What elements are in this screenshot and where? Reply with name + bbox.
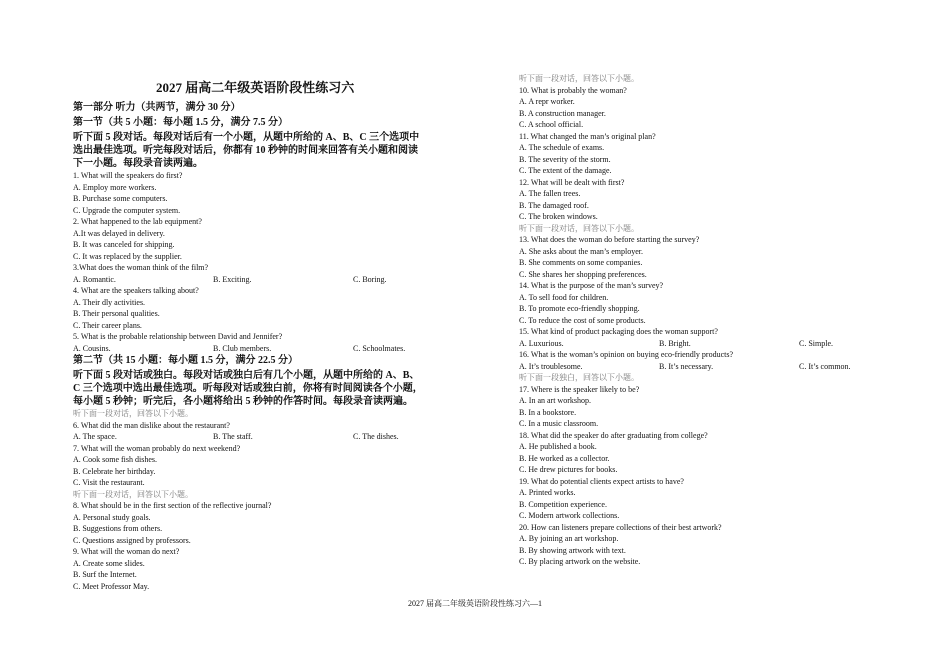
- option: B. Their personal qualities.: [73, 309, 160, 318]
- option: A. To sell food for children.: [519, 292, 609, 302]
- option: B. The staff.: [213, 432, 253, 441]
- option: A. He published a book.: [519, 442, 597, 451]
- option: C. Boring.: [353, 274, 387, 284]
- option: A. The schedule of exams.: [519, 143, 605, 152]
- listening-note: 听下面一段对话，回答以下小题。: [519, 223, 639, 233]
- section1-instruction-line: 选出最佳选项。听完每段对话后，你都有 10 秒钟的时间来回答有关小题和阅读: [73, 145, 418, 156]
- option: B. By showing artwork with text.: [519, 545, 626, 555]
- option: B. Club members.: [213, 343, 272, 353]
- listening-note: 听下面一段独白，回答以下小题。: [519, 373, 639, 382]
- option: A. She asks about the man’s employer.: [519, 246, 643, 256]
- option: B. Surf the Internet.: [73, 570, 137, 579]
- option-row: [519, 338, 879, 350]
- option: B. A construction manager.: [519, 108, 606, 118]
- page-title: 2027 届高二年级英语阶段性练习六: [156, 80, 355, 95]
- option: C. Questions assigned by professors.: [73, 535, 191, 545]
- question: 1. What will the speakers do first?: [73, 171, 183, 180]
- option: C. A school official.: [519, 120, 584, 129]
- question: 6. What did the man dislike about the restaurant?: [73, 420, 230, 430]
- option: B. The severity of the storm.: [519, 154, 611, 164]
- left-column: [73, 102, 443, 592]
- section1-heading: 第一节（共 5 小题：每小题 1.5 分，满分 7.5 分）: [73, 117, 288, 128]
- option: C. Modern artwork collections.: [519, 511, 620, 520]
- option-row: [73, 274, 443, 286]
- option: B. He worked as a collector.: [519, 453, 610, 463]
- option: C. Upgrade the computer system.: [73, 205, 181, 215]
- question: 2. What happened to the lab equipment?: [73, 217, 202, 226]
- option: A. Employ more workers.: [73, 182, 157, 192]
- page-footer: 2027 届高二年级英语阶段性练习六—1: [408, 599, 542, 608]
- question: 10. What is probably the woman?: [519, 85, 627, 95]
- question: 7. What will the woman probably do next weekend?: [73, 443, 241, 453]
- option-row: [519, 361, 879, 373]
- option: C. She shares her shopping preferences.: [519, 269, 647, 279]
- option: B. Competition experience.: [519, 499, 607, 509]
- option: A. Personal study goals.: [73, 512, 151, 522]
- option-row: [73, 431, 443, 443]
- question: 13. What does the woman do before starting the survey?: [519, 235, 700, 244]
- section2-instruction-line: 听下面 5 段对话或独白。每段对话或独白后有几个小题，从题中所给的 A、B、: [73, 370, 420, 381]
- section1-instruction-line: 听下面 5 段对话。每段对话后有一个小题，从题中所给的 A、B、C 三个选项中: [73, 132, 420, 143]
- option: B. The damaged roof.: [519, 200, 589, 210]
- question: 8. What should be in the first section of the reflective journal?: [73, 501, 272, 510]
- option: C. Meet Professor May.: [73, 581, 150, 591]
- option: C. To reduce the cost of some products.: [519, 315, 646, 325]
- option: A. Cook some fish dishes.: [73, 455, 157, 464]
- option: C. The extent of the damage.: [519, 166, 612, 175]
- option: B. It was canceled for shipping.: [73, 240, 175, 249]
- option: A. It’s troublesome.: [519, 361, 583, 371]
- question: 18. What did the speaker do after graduating from college?: [519, 430, 708, 440]
- option: B. It’s necessary.: [659, 361, 714, 371]
- question: 3.What does the woman think of the film?: [73, 263, 209, 272]
- option: C. By placing artwork on the website.: [519, 557, 641, 566]
- option: B. In a bookstore.: [519, 407, 577, 417]
- option: C. He drew pictures for books.: [519, 465, 618, 474]
- option: B. To promote eco-friendly shopping.: [519, 304, 640, 313]
- right-column: [519, 73, 879, 568]
- question: 20. How can listeners prepare collections of their best artwork?: [519, 522, 722, 532]
- option: A. Cousins.: [73, 343, 111, 353]
- question: 12. What will be dealt with first?: [519, 177, 625, 187]
- option: A.It was delayed in delivery.: [73, 228, 165, 238]
- option: C. Their career plans.: [73, 320, 142, 330]
- option: A. Printed works.: [519, 488, 576, 497]
- option: A. The fallen trees.: [519, 189, 581, 198]
- question: 17. Where is the speaker likely to be?: [519, 384, 640, 394]
- option: A. Romantic.: [73, 274, 116, 284]
- option: A. By joining an art workshop.: [519, 534, 619, 543]
- option: A. The space.: [73, 432, 117, 441]
- option: B. Celebrate her birthday.: [73, 466, 156, 476]
- option: A. Their dly activities.: [73, 297, 146, 307]
- option: B. Exciting.: [213, 274, 252, 284]
- option: B. Bright.: [659, 338, 691, 348]
- listening-note: 听下面一段对话，回答以下小题。: [73, 489, 193, 499]
- question: 16. What is the woman’s opinion on buying eco-friendly products?: [519, 350, 734, 359]
- option: B. Suggestions from others.: [73, 524, 163, 533]
- option: C. The dishes.: [353, 432, 399, 441]
- option: B. Purchase some computers.: [73, 194, 168, 203]
- listening-note: 听下面一段对话，回答以下小题。: [519, 74, 639, 83]
- option: C. It’s common.: [799, 361, 851, 371]
- section1-instruction-line: 下一小题。每段录音读两遍。: [73, 158, 203, 169]
- question: 9. What will the woman do next?: [73, 547, 180, 556]
- question: 19. What do potential clients expect artists to have?: [519, 476, 684, 486]
- option: A. Luxurious.: [519, 338, 564, 348]
- part-heading: 第一部分 听力（共两节，满分 30 分）: [73, 102, 241, 113]
- section2-instruction-line: 每小题 5 秒钟；听完后，各小题将给出 5 秒钟的作答时间。每段录音读两遍。: [73, 396, 413, 407]
- option: A. A repr worker.: [519, 97, 575, 106]
- question: 14. What is the purpose of the man’s survey?: [519, 281, 664, 290]
- option: A. Create some slides.: [73, 558, 145, 568]
- option: C. Schoolmates.: [353, 343, 406, 353]
- question: 5. What is the probable relationship between David and Jennifer?: [73, 332, 283, 341]
- option: C. It was replaced by the supplier.: [73, 251, 182, 261]
- question: 15. What kind of product packaging does the woman support?: [519, 327, 718, 336]
- option: C. The broken windows.: [519, 212, 598, 221]
- question: 11. What changed the man’s original plan?: [519, 131, 656, 141]
- section2-heading: 第二节（共 15 小题：每小题 1.5 分，满分 22.5 分）: [73, 355, 298, 366]
- option: A. In an art workshop.: [519, 396, 591, 405]
- section2-instruction-line: C 三个选项中选出最佳选项。听每段对话或独白前，你将有时间阅读各个小题，: [73, 383, 423, 394]
- option: C. Simple.: [799, 338, 834, 348]
- question: 4. What are the speakers talking about?: [73, 286, 199, 295]
- listening-note: 听下面一段对话，回答以下小题。: [73, 409, 193, 418]
- option: C. Visit the restaurant.: [73, 478, 145, 487]
- option: C. In a music classroom.: [519, 419, 599, 428]
- option: B. She comments on some companies.: [519, 258, 643, 267]
- option-row: [73, 343, 443, 355]
